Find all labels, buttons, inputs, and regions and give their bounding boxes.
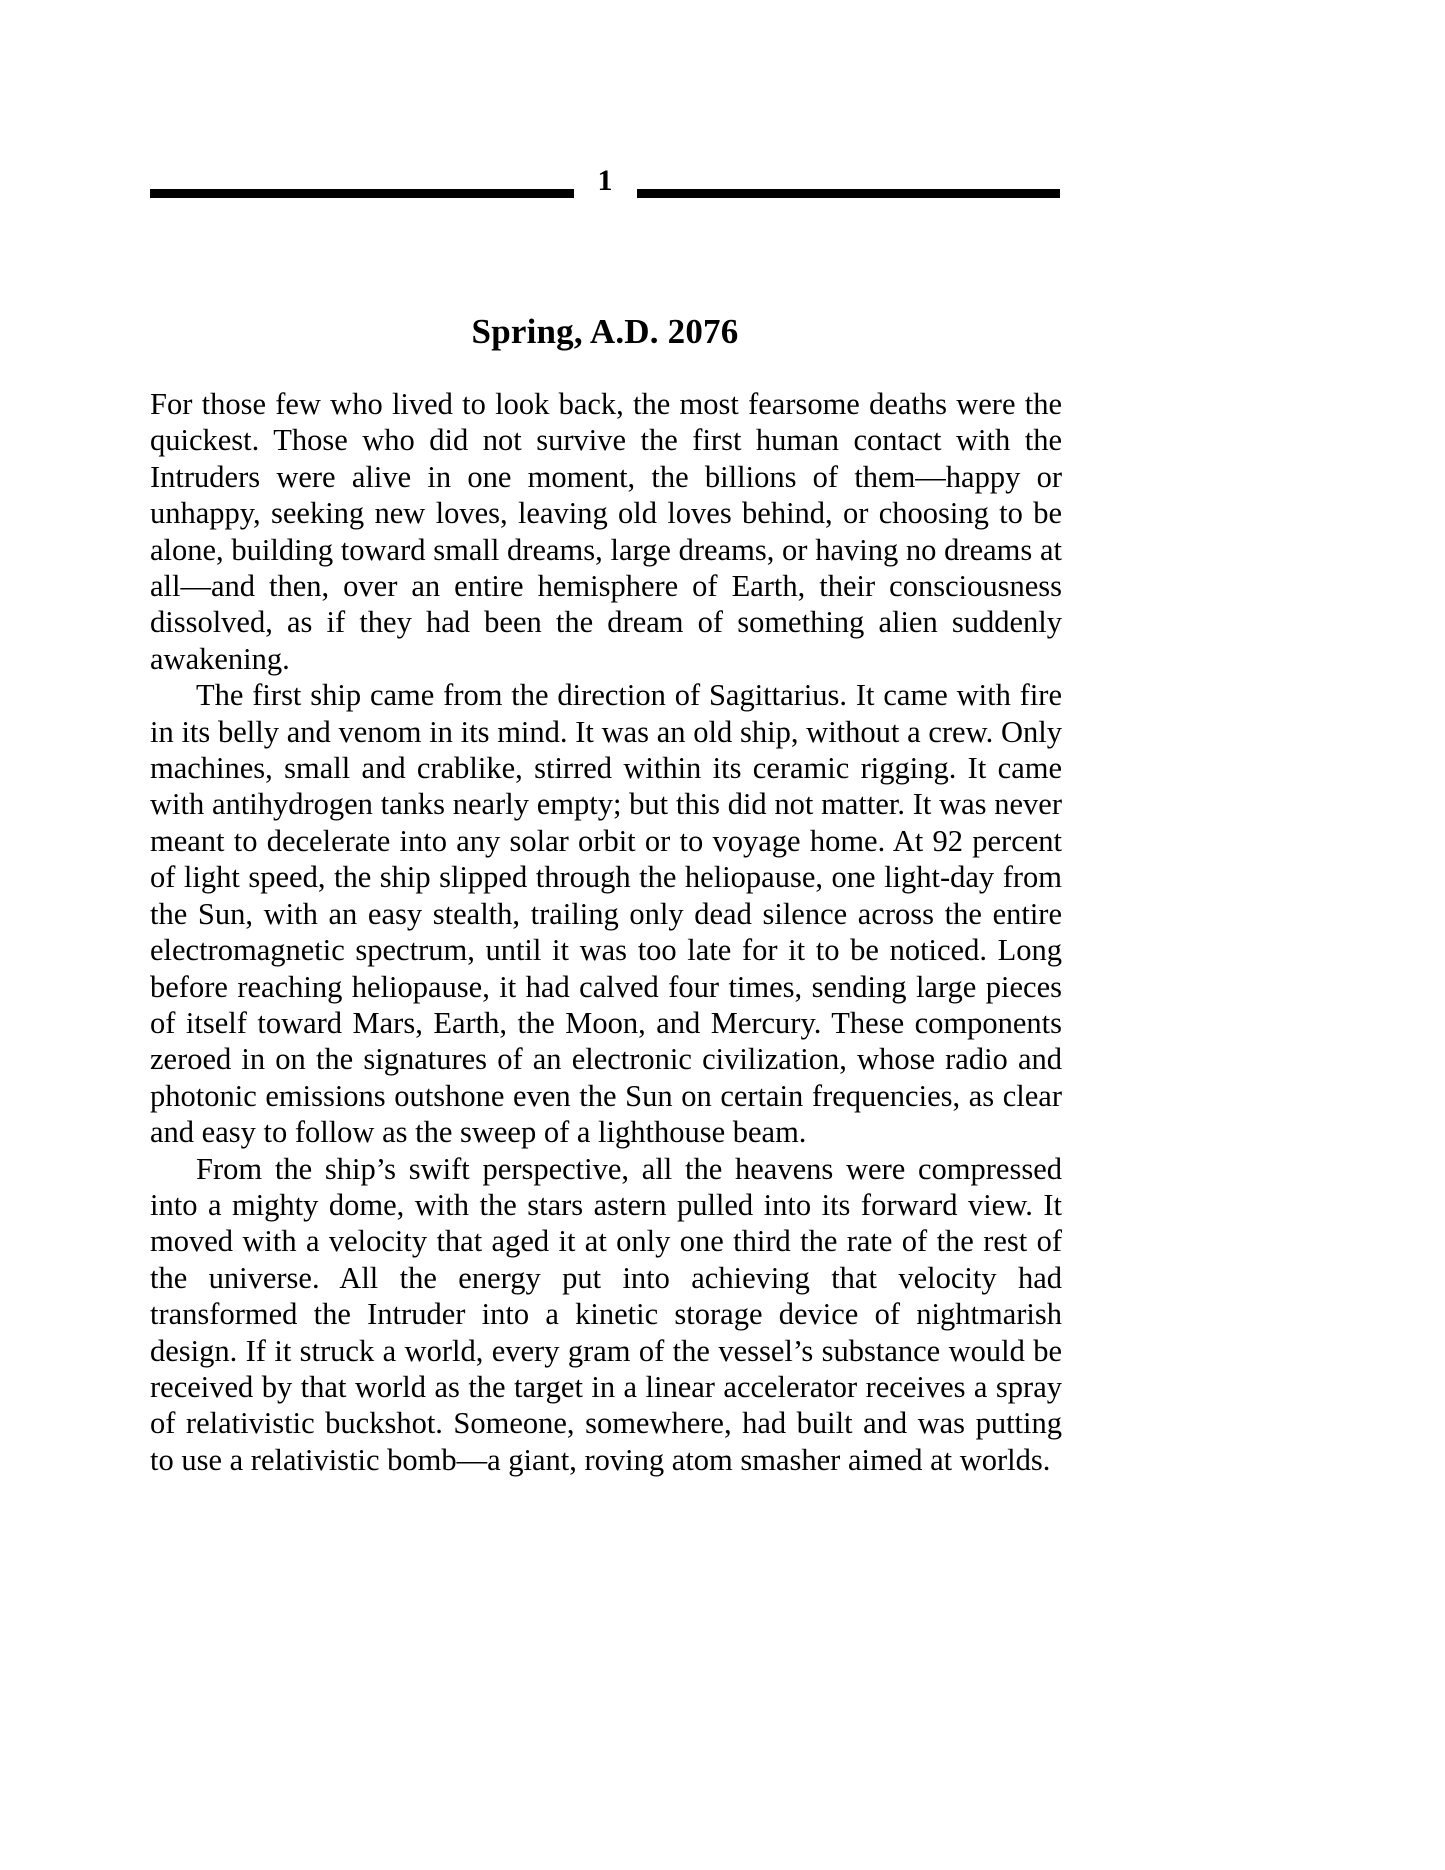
paragraph: For those few who lived to look back, the most fearsome deaths were the quickest. Those who did not survive the first human contact with the Intruders were alive in one moment, the billions of them—happy or unhappy, seeking new loves, leaving old loves behind, or choosing to be alone, building toward small dreams, large dreams, or having no dreams at all—and then, over an entire hemisphere of Earth, their consciousness dissolved, as if they had been the dream of something alien suddenly awakening. [150,387,1062,676]
chapter-rule-left [150,189,574,198]
chapter-title: Spring, A.D. 2076 [471,312,739,352]
paragraph: From the ship’s swift perspective, all the heavens were compressed into a mighty dome, with the stars astern pulled into its forward view. It moved with a velocity that aged it at only one third the rate of the rest of the universe. All the energy put into achieving that velocity had transformed the Intruder into a kinetic storage device of nightmarish design. If it struck a world, every gram of the vessel’s substance would be received by that world as the target in a linear accelerator receives a spray of relativistic buckshot. Someone, somewhere, had built and was putting to use a relativistic bomb—a giant, roving atom smasher aimed at worlds. [150,1151,1062,1477]
chapter-rule-right [637,189,1061,198]
body-copy [150,386,1062,1478]
chapter-number: 1 [597,164,613,197]
paragraph: The first ship came from the direction of Sagittarius. It came with fire in its belly and venom in its mind. It was an old ship, without a crew. Only machines, small and crablike, stirred within its ceramic rigging. It came with antihydrogen tanks nearly empty; but this did not matter. It was never meant to decelerate into any solar orbit or to voyage home. At 92 percent of light speed, the ship slipped through the heliopause, one light-day from the Sun, with an easy stealth, trailing only dead silence across the entire electromagnetic spectrum, until it was too late for it to be noticed. Long before reaching heliopause, it had calved four times, sending large pieces of itself toward Mars, Earth, the Moon, and Mercury. These components zeroed in on the signatures of an electronic civilization, whose radio and photonic emissions outshone even the Sun on certain frequencies, as clear and easy to follow as the sweep of a lighthouse beam. [150,678,1062,1150]
chapter-header [150,164,1060,208]
